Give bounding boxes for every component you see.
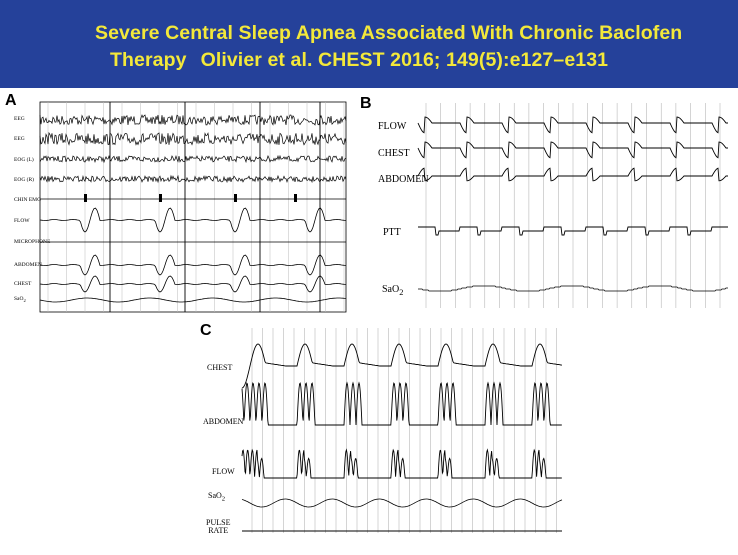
panel-a-label-eog-l: EOG (L) xyxy=(14,157,34,163)
panel-b-label-abdomen: ABDOMEN xyxy=(378,174,429,185)
panel-c-label-flow: FLOW xyxy=(212,467,235,476)
panel-b-label-ptt: PTT xyxy=(383,227,401,238)
panel-c-label-pulse-rate: PULSE RATE xyxy=(206,518,231,536)
panel-a-letter: A xyxy=(5,92,17,109)
panel-c-label-abdomen: ABDOMEN xyxy=(203,417,244,426)
panel-a-label-sao2: SaO$_2$ xyxy=(14,296,26,304)
slide-title-line-2 xyxy=(110,49,608,72)
panel-c-trace-flow xyxy=(242,450,562,478)
panel-c-trace-sao2 xyxy=(242,499,562,507)
panel-a-label-flow: FLOW xyxy=(14,218,30,224)
panel-b-label-flow: FLOW xyxy=(378,121,407,132)
panel-a-trace-eog-l xyxy=(40,156,346,162)
citation: Olivier et al. CHEST 2016; 149(5):e127–e131 xyxy=(200,49,609,71)
panel-a-label-abdomen: ABDOMEN xyxy=(14,262,42,268)
panel-c-recording xyxy=(242,328,562,550)
panel-a-label-chin-emg: CHIN EMG xyxy=(14,197,42,203)
panel-a-trace-eeg-1 xyxy=(40,115,346,125)
panel-c-label-sao2: SaO$_2$ xyxy=(208,491,226,503)
panel-a-emg-burst xyxy=(159,194,162,202)
panel-c-letter: C xyxy=(200,322,212,339)
panel-b-label-chest: CHEST xyxy=(378,148,410,159)
panel-a-label-eeg-2: EEG xyxy=(14,136,25,142)
title-banner xyxy=(0,0,738,88)
panel-a-trace-abdomen xyxy=(40,255,346,275)
slide-title-therapy: Therapy xyxy=(110,49,187,71)
panel-a-trace-flow xyxy=(40,208,346,232)
panel-b-recording xyxy=(418,103,728,308)
panel-a-trace-eeg-2 xyxy=(40,133,346,145)
slide-title-line-1: Severe Central Sleep Apnea Associated With Chronic Baclofen xyxy=(95,22,683,44)
panel-b-label-sao2: SaO$_2$ xyxy=(382,284,404,297)
panel-a-label-chest: CHEST xyxy=(14,281,32,287)
panel-a-trace-eog-r xyxy=(40,176,346,182)
panel-a-recording xyxy=(40,102,346,312)
panel-a-emg-burst xyxy=(294,194,297,202)
panel-a-label-microphone: MICROPHONE xyxy=(14,239,51,245)
panel-c-label-chest: CHEST xyxy=(207,363,233,372)
panel-c-trace-chest xyxy=(242,344,562,388)
panel-a-trace-sao2 xyxy=(40,298,346,302)
panel-a-label-eeg-1: EEG xyxy=(14,116,25,122)
panel-a-emg-burst xyxy=(234,194,237,202)
panel-c-trace-abdomen xyxy=(242,383,562,425)
panel-a-trace-chest xyxy=(40,276,346,292)
panel-b-letter: B xyxy=(360,95,372,112)
panel-a-emg-burst xyxy=(84,194,87,202)
panel-a-frame xyxy=(40,102,346,312)
panel-a-label-eog-r: EOG (R) xyxy=(14,177,35,183)
